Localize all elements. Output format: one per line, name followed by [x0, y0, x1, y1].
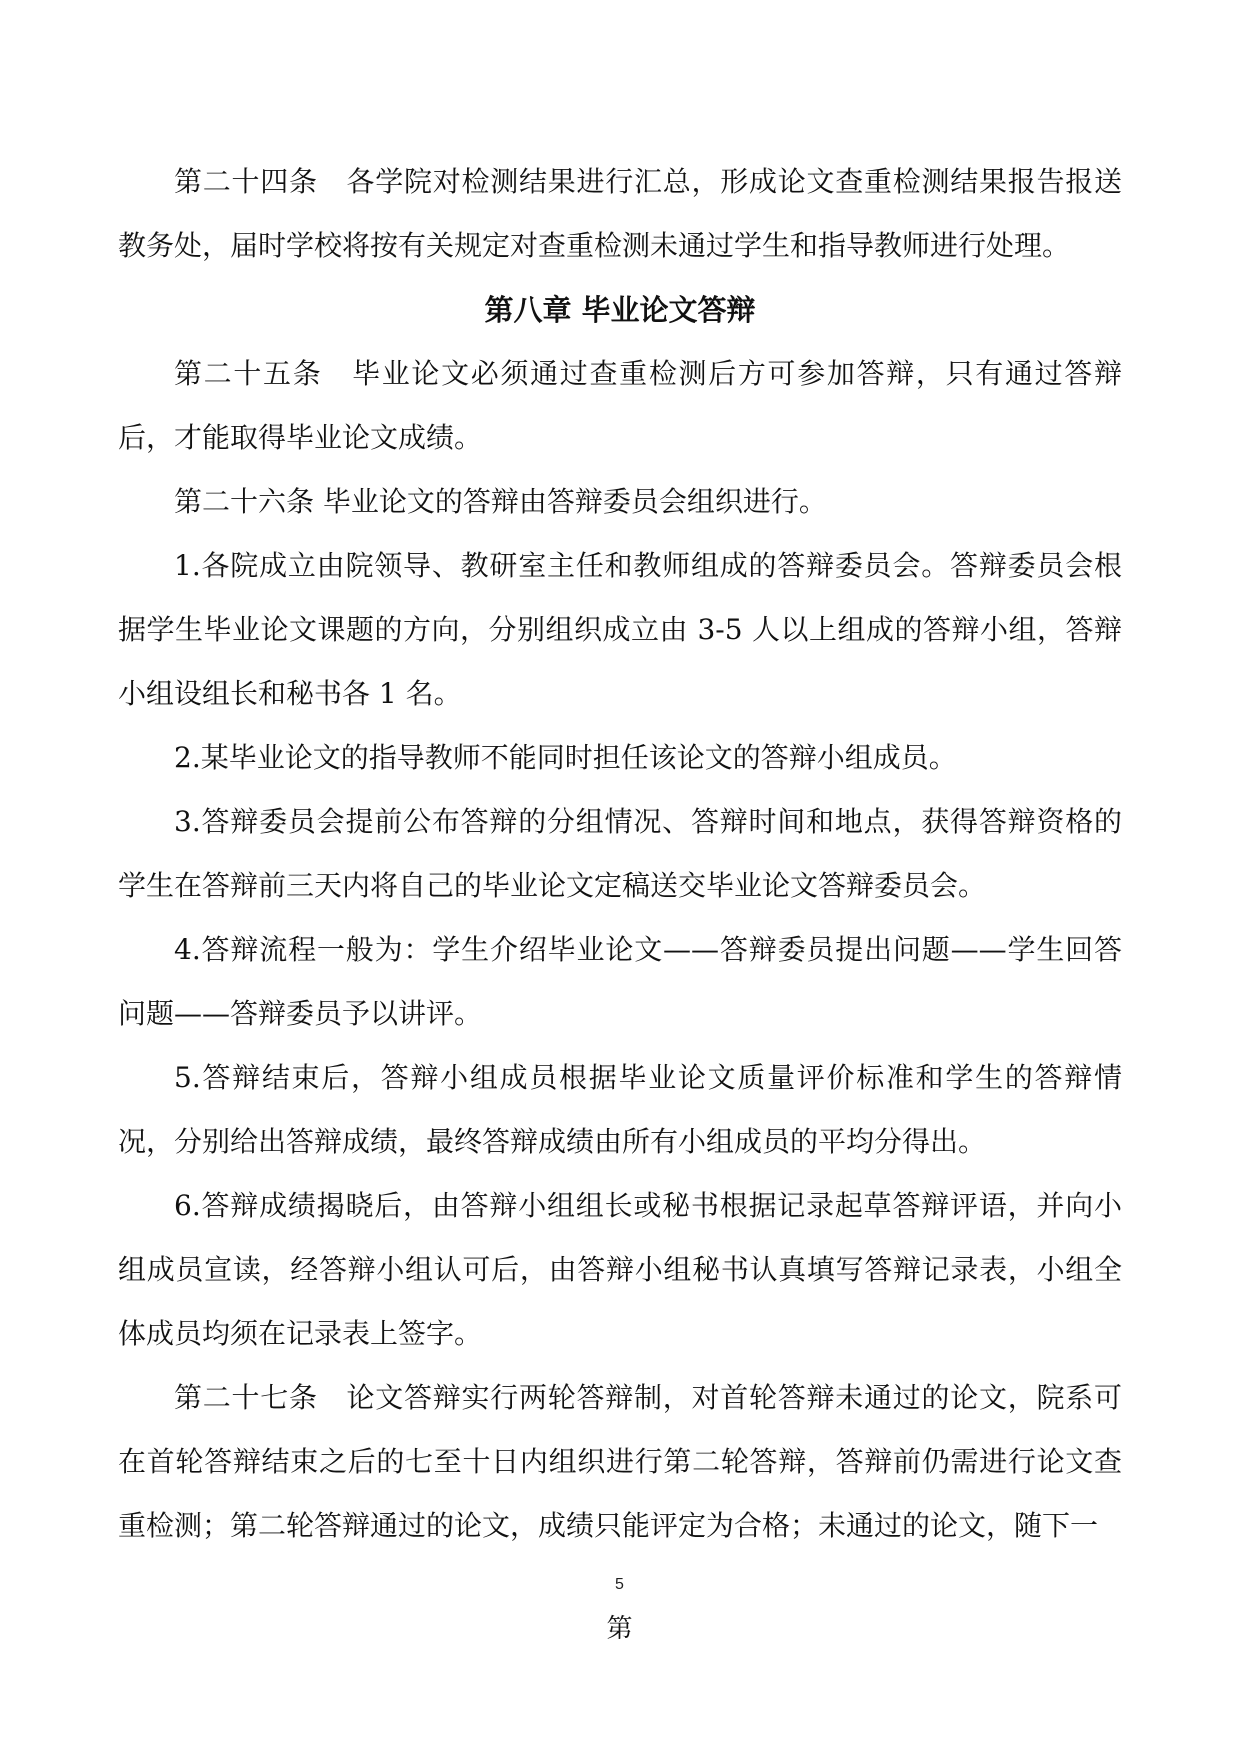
article-27-paragraph	[118, 1366, 1122, 1558]
page-number: 5	[615, 1576, 624, 1593]
article-25-text: 毕业论文必须通过查重检测后方可参加答辩，只有通过答辩后，才能取得毕业论文成绩。	[118, 357, 1122, 454]
list-item-6: 6.答辩成绩揭晓后，由答辩小组组长或秘书根据记录起草答辩评语，并向小组成员宣读，经答辩小组认可后，由答辩小组秘书认真填写答辩记录表，小组全体成员均须在记录表上签字。	[118, 1189, 1122, 1350]
document-body	[118, 150, 1122, 1558]
chapter-heading: 第八章 毕业论文答辩	[484, 293, 756, 327]
article-25-paragraph	[118, 342, 1122, 470]
list-item-2: 2.某毕业论文的指导教师不能同时担任该论文的答辩小组成员。	[174, 741, 957, 774]
article-26-paragraph: 第二十六条 毕业论文的答辩由答辩委员会组织进行。	[174, 485, 827, 518]
article-25-label: 第二十五条	[174, 357, 323, 390]
article-24-paragraph	[118, 150, 1122, 278]
article-24-text: 各学院对检测结果进行汇总，形成论文查重检测结果报告报送教务处，届时学校将按有关规定对查重检测未通过学生和指导教师进行处理。	[118, 165, 1122, 262]
list-item-3: 3.答辩委员会提前公布答辩的分组情况、答辩时间和地点，获得答辩资格的学生在答辩前三天内将自己的毕业论文定稿送交毕业论文答辩委员会。	[118, 805, 1122, 902]
article-27-text: 论文答辩实行两轮答辩制，对首轮答辩未通过的论文，院系可在首轮答辩结束之后的七至十日内组织进行第二轮答辩，答辩前仍需进行论文查重检测；第二轮答辩通过的论文，成绩只能评定为合格；未通过的论文，随下一	[118, 1381, 1122, 1542]
page-footer-text: 第	[606, 1614, 633, 1644]
list-item-1: 1.各院成立由院领导、教研室主任和教师组成的答辩委员会。答辩委员会根据学生毕业论文课题的方向，分别组织成立由 3-5 人以上组成的答辩小组，答辩小组设组长和秘书各 1 名。	[118, 549, 1122, 710]
list-item-4: 4.答辩流程一般为：学生介绍毕业论文——答辩委员提出问题——学生回答问题——答辩委员予以讲评。	[118, 933, 1122, 1030]
article-24-label: 第二十四条	[174, 165, 318, 198]
article-27-label: 第二十七条	[174, 1381, 318, 1414]
list-item-5: 5.答辩结束后，答辩小组成员根据毕业论文质量评价标准和学生的答辩情况，分别给出答辩成绩，最终答辩成绩由所有小组成员的平均分得出。	[118, 1061, 1122, 1158]
